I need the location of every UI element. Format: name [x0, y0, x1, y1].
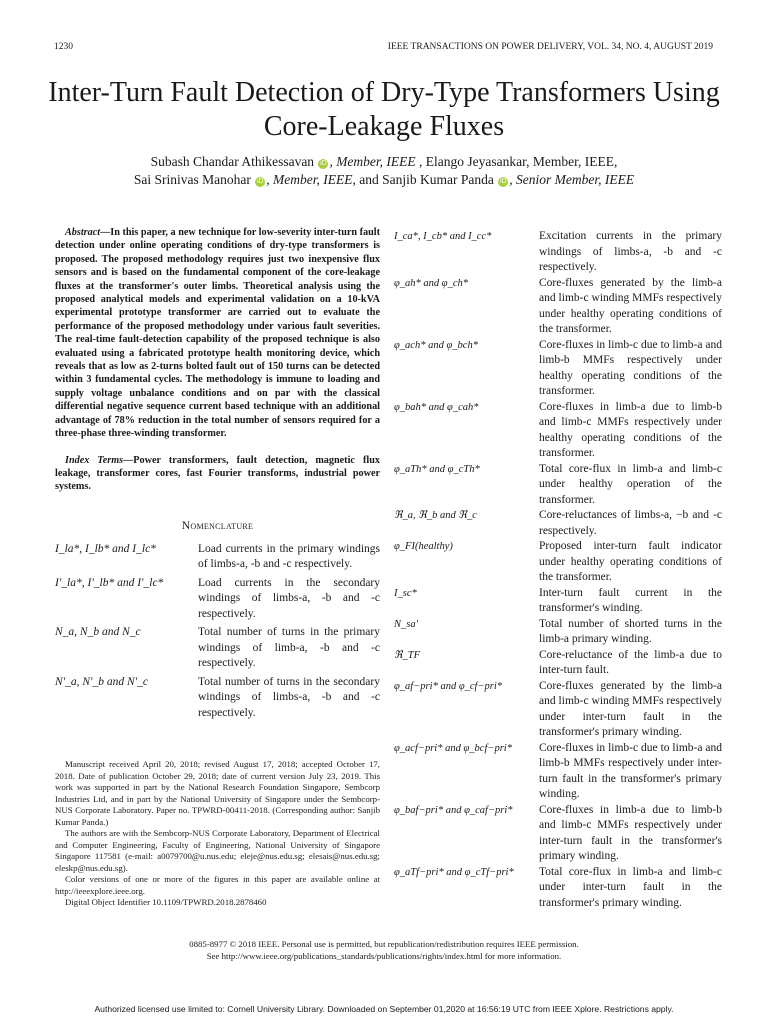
nomenclature-row	[55, 576, 380, 623]
author-1-role: , Member, IEEE	[329, 154, 416, 169]
nomenclature-symbol: N_sa'	[394, 618, 418, 630]
nomenclature-symbol: I_sc*	[394, 587, 417, 599]
author-list	[60, 153, 708, 189]
nomenclature-symbol: φ_af−pri* and φ_cf−pri*	[394, 680, 503, 692]
nomenclature-symbol: φ_ah* and φ_ch*	[394, 277, 469, 289]
author-4-role: , Senior Member, IEEE	[509, 172, 635, 187]
nomenclature-symbol: I'_la*, I'_lb* and I'_lc*	[55, 576, 164, 589]
orcid-icon[interactable]: iD	[256, 178, 264, 185]
nomenclature-row	[394, 648, 722, 679]
footnote-affiliation: The authors are with the Sembcorp-NUS Corporate Laboratory, Department of Electrical and Computer Engineering, Faculty of Engineering, National University of Singapore Singapore 117581 (e-mail: a0079700@u.nus.edu; eleje@nus.edu.sg; elesais@nus.edu.sg; eleskp@nus.edu.sg).	[55, 828, 380, 873]
nomenclature-row	[394, 617, 722, 648]
footnote-color-note: Color versions of one or more of the figures in this paper are available online at http://ieeexplore.ieee.org.	[55, 874, 380, 896]
nomenclature-row	[394, 338, 722, 400]
nomenclature-definition: Core-fluxes in limb-c due to limb-a and limb-b MMFs respectively under healthy operating conditions of the transformer.	[539, 338, 722, 397]
nomenclature-row	[394, 276, 722, 338]
nomenclature-symbol: φ_aTf−pri* and φ_cTf−pri*	[394, 866, 514, 878]
journal-header: IEEE TRANSACTIONS ON POWER DELIVERY, VOL. 34, NO. 4, AUGUST 2019	[387, 42, 713, 52]
copyright-notice	[60, 939, 708, 962]
nomenclature-definition: Core-reluctance of the limb-a due to inter-turn fault.	[539, 648, 722, 676]
nomenclature-definition: Core-fluxes in limb-c due to limb-a and limb-b MMFs respectively under inter-turn fault in the transformer's primary winding.	[539, 741, 722, 800]
nomenclature-definition: Core-fluxes in limb-a due to limb-b and limb-c MMFs respectively under healthy operating conditions of the transformer.	[539, 400, 722, 459]
abstract-text: —In this paper, a new technique for low-severity inter-turn fault detection under online operating conditions of dry-type transformers is proposed. The proposed methodology requires just two inexpensive flux sensors and is based on the fundamental component of the core-leakage fluxes at the transformer's outer limbs. Theoretical analysis using the proposed analytical models and experimental validation on a 10-kVA experimental prototype transformer are carried out to evaluate the performance of the proposed methodology under various fault severities. The real-time fault-detection capability of the proposed technique is also evaluated using a fabricated prototype health monitoring device, which reveals that as low as 2-turns bolted fault out of 150 turns can be detected within 3 fundamental cycles. The methodology is immune to loading and supply voltage unbalance conditions and on par with the classical differential negative sequence current based technique with an additional advantage of 78% reduction in the total number of sensors required for a three-phase three-winding transformer.	[55, 227, 380, 440]
nomenclature-definition: Core-fluxes in limb-a due to limb-b and limb-c MMFs respectively under inter-turn fault in the transformer's primary winding.	[539, 803, 722, 862]
nomenclature-definition: Total core-flux in limb-a and limb-c under inter-turn fault in the transformer's primary winding.	[539, 865, 722, 909]
nomenclature-definition: Total number of turns in the primary windings of limb-a, -b and -c respectively.	[198, 626, 380, 670]
nomenclature-definition: Load currents in the primary windings of limbs-a, -b and -c respectively.	[198, 542, 380, 571]
author-1-name: Subash Chandar Athikessavan	[150, 154, 315, 169]
nomenclature-definition: Inter-turn fault current in the transformer's winding.	[539, 586, 722, 614]
copyright-line-2: See http://www.ieee.org/publications_standards/publications/rights/index.html for more information.	[206, 950, 562, 961]
nomenclature-left-list	[55, 542, 380, 722]
footnote-doi: Digital Object Identifier 10.1109/TPWRD.2018.2878460	[65, 897, 267, 907]
orcid-icon[interactable]: iD	[499, 178, 507, 185]
nomenclature-row	[55, 542, 380, 573]
left-column	[55, 226, 380, 724]
nomenclature-row	[394, 229, 722, 276]
nomenclature-symbol: φ_bah* and φ_cah*	[394, 401, 479, 413]
nomenclature-definition: Core-fluxes generated by the limb-a and limb-c winding MMFs respectively under inter-turn fault in the transformer's primary winding.	[539, 679, 722, 738]
license-notice: Authorized licensed use limited to: Cornell University Library. Downloaded on September 01,2020 at 16:56:19 UTC from IEEE Xplore. Restrictions apply.	[94, 1004, 674, 1014]
author-2: , Elango Jeyasankar, Member, IEEE,	[419, 154, 618, 169]
nomenclature-symbol: φ_baf−pri* and φ_caf−pri*	[394, 804, 513, 816]
nomenclature-definition: Excitation currents in the primary windings of limbs-a, -b and -c respectively.	[539, 230, 722, 273]
nomenclature-symbol: ℜ_TF	[394, 649, 421, 661]
footnote	[55, 759, 380, 909]
right-column	[394, 229, 722, 911]
nomenclature-row	[394, 400, 722, 462]
nomenclature-definition: Total core-flux in limb-a and limb-c under healthy operation of the transformer.	[539, 462, 722, 506]
nomenclature-row	[394, 539, 722, 586]
author-3-name: Sai Srinivas Manohar	[133, 172, 251, 187]
index-terms-label: Index Terms	[65, 454, 124, 466]
index-terms-text: —Power transformers, fault detection, magnetic flux leakage, transformer cores, fast Fourier transforms, industrial power systems.	[55, 454, 380, 493]
nomenclature-row	[394, 803, 722, 865]
nomenclature-heading: Nomenclature	[181, 519, 254, 532]
nomenclature-symbol: φ_acf−pri* and φ_bcf−pri*	[394, 742, 512, 754]
nomenclature-definition: Load currents in the secondary windings of limbs-a, -b and -c respectively.	[198, 576, 380, 620]
nomenclature-row	[394, 741, 722, 803]
nomenclature-definition: Total number of shorted turns in the limb-a primary winding.	[539, 617, 722, 645]
orcid-icon[interactable]: iD	[320, 160, 327, 167]
nomenclature-definition: Core-fluxes generated by the limb-a and limb-c winding MMFs respectively under healthy operating conditions of the transformer.	[539, 276, 722, 335]
nomenclature-row	[55, 625, 380, 672]
nomenclature-symbol: ℜ_a, ℜ_b and ℜ_c	[394, 510, 477, 521]
nomenclature-definition: Core-reluctances of limbs-a, −b and -c respectively.	[539, 509, 722, 537]
nomenclature-row	[394, 865, 722, 912]
author-3-role: , Member, IEEE	[266, 172, 353, 187]
nomenclature-definition: Total number of turns in the secondary windings of limbs-a, -b and -c respectively.	[198, 675, 380, 719]
nomenclature-row	[394, 508, 722, 539]
paper-title: Inter-Turn Fault Detection of Dry-Type Transformers Using Core-Leakage Fluxes	[48, 77, 720, 142]
nomenclature-right-list	[394, 229, 722, 911]
footnote-manuscript: Manuscript received April 20, 2018; revised August 17, 2018; accepted October 17, 2018. Date of publication October 29, 2018; date of current version July 23, 2019. This work was supported in part by the National Research Foundation Singapore, Sembcorp Industries Ltd, and in part by the National University of Singapore under the Sembcorp-NUS Corporate Laboratory. Paper no. TPWRD-00411-2018. (Corresponding author: Sanjib Kumar Panda.)	[55, 759, 380, 827]
nomenclature-row	[55, 675, 380, 722]
nomenclature-row	[394, 462, 722, 509]
nomenclature-symbol: φ_ach* and φ_bch*	[394, 339, 478, 351]
page-number: 1230	[54, 42, 73, 52]
nomenclature-definition: Proposed inter-turn fault indicator under healthy operating conditions of the transformer.	[539, 540, 722, 583]
author-4-name: , and Sanjib Kumar Panda	[352, 172, 494, 187]
abstract-label: Abstract	[65, 227, 101, 238]
nomenclature-symbol: φ_FI(healthy)	[394, 541, 453, 552]
copyright-line-1: 0885-8977 © 2018 IEEE. Personal use is permitted, but republication/redistribution requires IEEE permission.	[189, 939, 579, 949]
nomenclature-symbol: I_ca*, I_cb* and I_cc*	[394, 231, 492, 242]
index-terms	[55, 454, 380, 494]
nomenclature-symbol: φ_aTh* and φ_cTh*	[394, 463, 480, 475]
nomenclature-symbol: N_a, N_b and N_c	[55, 626, 141, 639]
nomenclature-symbol: N'_a, N'_b and N'_c	[55, 675, 148, 688]
nomenclature-symbol: I_la*, I_lb* and I_lc*	[55, 542, 156, 555]
nomenclature-row	[394, 586, 722, 617]
abstract	[55, 226, 380, 441]
nomenclature-row	[394, 679, 722, 741]
